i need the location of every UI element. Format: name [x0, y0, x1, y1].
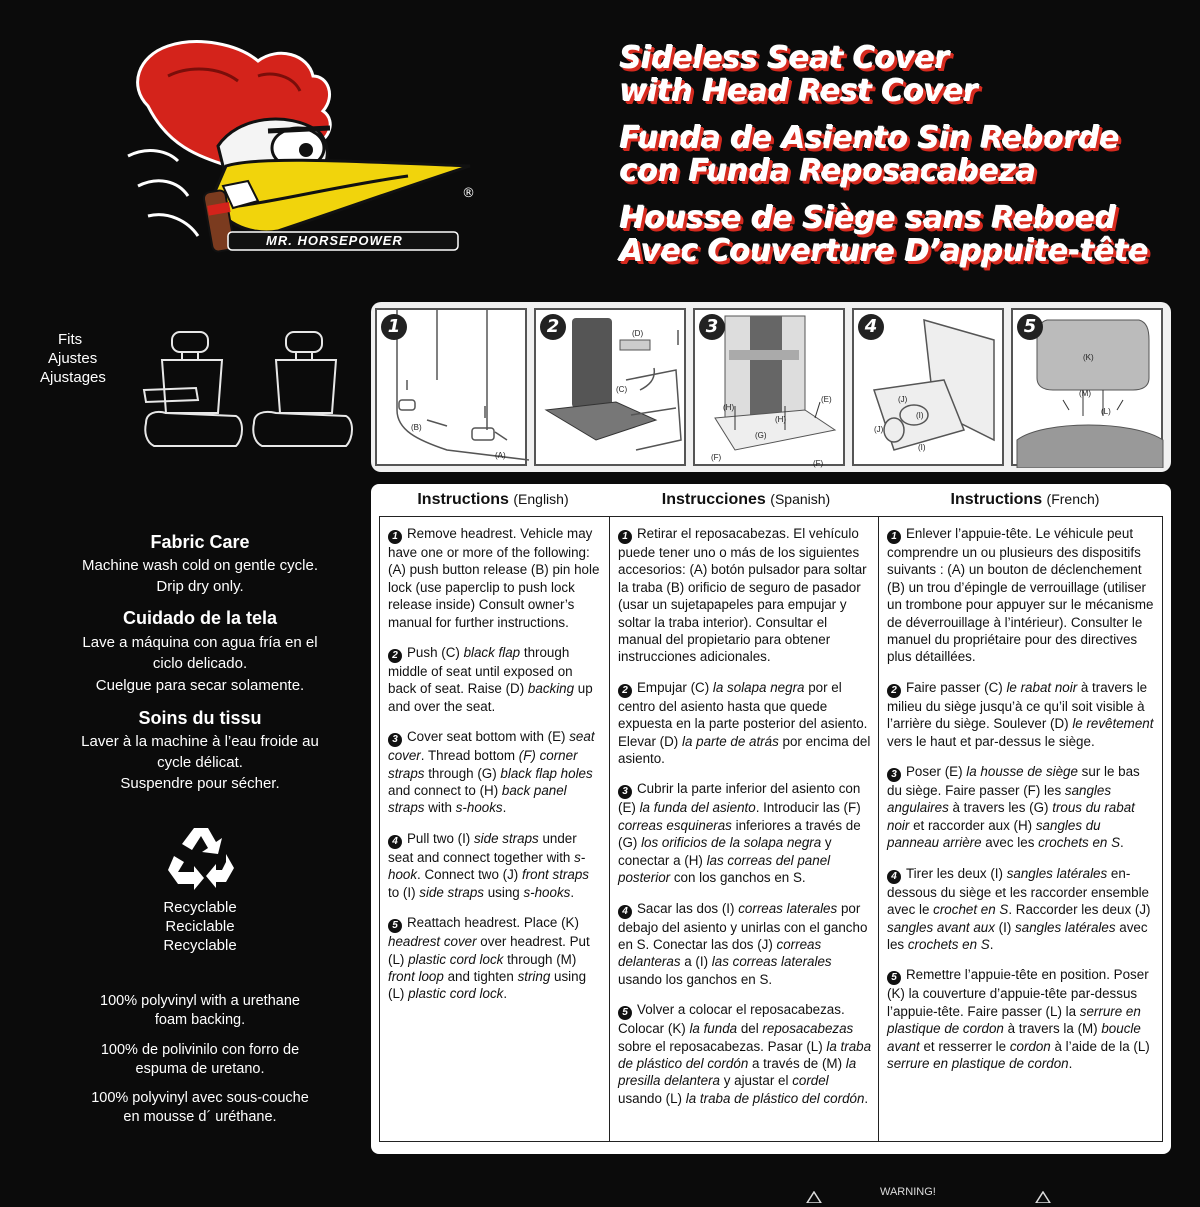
step-3-label-h1: (H) — [723, 403, 735, 412]
warning-icon — [806, 1188, 822, 1207]
care-text-es-3: Cuelgue para secar solamente. — [95, 677, 305, 694]
instruction-text: Remove headrest. Vehicle may have one or more of the following: (A) push button release (B) pin hole lock (use paperclip to push lock release inside) Consult owner’s manual for further instructions. — [388, 526, 600, 630]
instructions-heading-es — [611, 484, 881, 514]
step-2-illustration — [534, 308, 686, 466]
title-en-2: with Head Rest Cover — [620, 74, 978, 109]
fits-label-fr: Ajustages — [40, 369, 106, 386]
title-fr-1: Housse de Siège sans Reboed — [620, 201, 1116, 236]
step-1-illustration — [375, 308, 527, 466]
fits-label-es: Ajustes — [48, 350, 98, 367]
heading-en-lang: (English) — [513, 491, 569, 507]
instruction-step-5 — [618, 1001, 872, 1107]
material-fr-1: 100% polyvinyl avec sous-couche — [91, 1090, 309, 1106]
instruction-step-4 — [887, 865, 1156, 954]
step-4-label-j2: (J) — [874, 425, 884, 434]
instruction-step-3 — [618, 780, 872, 886]
instruction-step-4 — [388, 830, 603, 901]
warning-text: WARNING! — [880, 1186, 936, 1198]
step-5-label-l: (L) — [1101, 407, 1111, 416]
instruction-step-5 — [388, 914, 603, 1003]
title-fr-2: Avec Couverture D’appuite-tête — [620, 234, 1149, 269]
fits-label-en: Fits — [58, 331, 83, 348]
title-en-1: Sideless Seat Cover — [620, 41, 950, 76]
care-heading-en: Fabric Care — [150, 532, 250, 552]
step-4-label-i1: (I) — [916, 411, 924, 420]
instruction-step-1 — [887, 525, 1156, 666]
step-number-badge: 4 — [887, 870, 901, 884]
material-es-2: espuma de uretano. — [135, 1061, 265, 1077]
step-5-number: 5 — [1017, 314, 1043, 340]
recycle-label-fr: Recyclable — [163, 937, 237, 954]
step-2-label-c: (C) — [616, 385, 628, 394]
instruction-text: Cover seat bottom with (E) seat cover. Thread bottom (F) corner straps through (G) black flap holes and connect to (H) back panel straps with s-hooks. — [388, 729, 595, 816]
step-4-illustration — [852, 308, 1004, 466]
instruction-text: Enlever l’appuie-tête. Le véhicule peut comprendre un ou plusieurs des dispositifs suivants : (A) un bouton de déclenchement (B) un trou d’épingle de verrouillage (utiliser un trombone pour appuyer sur le mécanisme de déverrouillage à l’intérieur). Consulter le manuel du propriétaire pour des directives plus détaillées. — [887, 526, 1154, 665]
step-4-label-i2: (I) — [918, 443, 926, 452]
step-number-badge: 5 — [887, 971, 901, 985]
instruction-text: Sacar las dos (I) correas laterales por debajo del asiento y unirlas con el gancho en S. Conectar las dos (J) correas delanteras a (I) las correas laterales usando los ganchos en S. — [618, 900, 868, 987]
step-number-badge: 2 — [388, 649, 402, 663]
step-number-badge: 1 — [618, 530, 632, 544]
step-1-label-a: (A) — [495, 451, 506, 460]
instruction-text: Tirer les deux (I) sangles latérales en-dessous du siège et les raccorder ensemble avec le crochet en S. Raccorder les deux (J) sangles avant aux (I) sangles latérales avec les crochets en S. — [887, 865, 1151, 952]
step-4-number: 4 — [858, 314, 884, 340]
step-5-label-k: (K) — [1083, 353, 1094, 362]
instruction-step-2 — [887, 679, 1156, 750]
heading-fr-title: Instructions — [950, 491, 1043, 508]
instruction-text: Reattach headrest. Place (K) headrest cover over headrest. Put (L) plastic cord lock through (M) front loop and tighten string using (L) plastic cord lock. — [388, 915, 590, 1002]
warning-icon-right — [1035, 1188, 1051, 1207]
instructions-heading-fr — [879, 484, 1171, 514]
step-3-number: 3 — [699, 314, 725, 340]
instruction-text: Poser (E) la housse de siège sur le bas du siège. Faire passer (F) les sangles angulaires à travers les (G) trous du rabat noir et raccorder aux (H) sangles du panneau arrière avec les crochets en S. — [887, 764, 1140, 851]
care-text-fr-1: Laver à la machine à l’eau froide au — [81, 733, 319, 750]
step-number-badge: 2 — [887, 684, 901, 698]
instruction-step-3 — [388, 728, 603, 817]
step-3-label-e: (E) — [821, 395, 832, 404]
fits-labels — [40, 330, 106, 387]
recycle-icon — [164, 824, 238, 892]
instruction-text: Retirar el reposacabezas. El vehículo puede tener uno o más de los siguientes accesorios: (A) botón pulsador para soltar la traba (B) orificio de seguro de pasador (usar un sujetapapeles para empujar y soltar la traba interior). Consultar el manual del propietario para obtener instrucciones adicionales. — [618, 526, 867, 665]
instruction-step-3 — [887, 763, 1156, 852]
instruction-step-2 — [388, 644, 603, 715]
material-es-1: 100% de polivinilo con forro de — [100, 1042, 300, 1058]
instruction-text: Pull two (I) side straps under seat and connect together with s-hook. Connect two (J) front straps to (I) side straps using s-hooks. — [388, 830, 589, 900]
step-3-label-f2: (F) — [813, 459, 824, 468]
care-text-fr-3: Suspendre pour sécher. — [120, 775, 280, 792]
step-3-illustration — [693, 308, 845, 466]
care-text-fr-2: cycle délicat. — [157, 754, 243, 771]
instructions-heading-en — [371, 484, 615, 514]
seat-illustration — [136, 328, 366, 458]
step-number-badge: 1 — [887, 530, 901, 544]
instructions-column-fr — [878, 516, 1163, 1142]
material-fr-2: en mousse d´ uréthane. — [123, 1109, 277, 1125]
step-number-badge: 3 — [618, 785, 632, 799]
step-number-badge: 2 — [618, 684, 632, 698]
instruction-step-1 — [618, 525, 872, 666]
instructions-column-es — [609, 516, 879, 1142]
step-3-label-g: (G) — [755, 431, 767, 440]
instruction-step-2 — [618, 679, 872, 768]
instruction-step-5 — [887, 966, 1156, 1072]
title-es-1: Funda de Asiento Sin Reborde — [620, 121, 1120, 156]
care-heading-fr: Soins du tissu — [138, 708, 262, 728]
step-number-badge: 3 — [388, 733, 402, 747]
instruction-text: Volver a colocar el reposacabezas. Colocar (K) la funda del reposacabezas sobre el reposacabezas. Pasar (L) la traba de plástico del cordón a través de (M) la presilla delantera y ajustar el cordel usando (L) la traba de plástico del cordón. — [618, 1002, 872, 1106]
care-heading-es: Cuidado de la tela — [122, 608, 278, 628]
instructions-panel — [371, 484, 1171, 1154]
step-3-label-h2: (H) — [775, 415, 787, 424]
step-5-illustration — [1011, 308, 1163, 466]
care-text-es-1: Lave a máquina con agua fría en el — [82, 634, 318, 651]
step-number-badge: 4 — [618, 905, 632, 919]
heading-fr-lang: (French) — [1046, 491, 1100, 507]
material-en-1: 100% polyvinyl with a urethane — [100, 993, 300, 1009]
step-number-badge: 3 — [887, 768, 901, 782]
instruction-step-1 — [388, 525, 603, 631]
step-2-label-d: (D) — [632, 329, 644, 338]
step-2-number: 2 — [540, 314, 566, 340]
care-text-es-2: ciclo delicado. — [152, 655, 248, 672]
brand-name: MR. HORSEPOWER — [266, 233, 403, 248]
heading-es-title: Instrucciones — [661, 491, 766, 508]
instruction-text: Push (C) black flap through middle of seat until exposed on back of seat. Raise (D) backing up and over the seat. — [388, 645, 593, 714]
instructions-column-en — [379, 516, 610, 1142]
step-4-label-j1: (J) — [898, 395, 908, 404]
step-1-number: 1 — [381, 314, 407, 340]
steps-panel — [371, 302, 1171, 472]
care-text-en-2: Drip dry only. — [156, 578, 244, 595]
step-number-badge: 1 — [388, 530, 402, 544]
title-es-2: con Funda Reposacabeza — [620, 154, 1036, 189]
step-5-label-m: (M) — [1079, 389, 1091, 398]
registered-mark: ® — [462, 186, 475, 201]
step-number-badge: 4 — [388, 835, 402, 849]
step-1-label-b: (B) — [411, 423, 422, 432]
instruction-text: Remettre l’appuie-tête en position. Poser (K) la couverture d’appuie-tête par-dessus l’appuie-tête. Faire passer (L) la serrure en plastique de cordon à travers la (M) boucle avant et resserrer le cordon à l’aide de la (L) serrure en plastique de cordon. — [887, 967, 1150, 1071]
mr-horsepower-logo — [108, 36, 488, 276]
instruction-text: Empujar (C) la solapa negra por el centro del asiento hasta que quede expuesta en la parte posterior del asiento. Elevar (D) la parte de atrás por encima del asiento. — [618, 679, 871, 767]
instruction-step-4 — [618, 900, 872, 989]
instruction-text: Cubrir la parte inferior del asiento con (E) la funda del asiento. Introducir las (F) correas esquineras inferiores a través de (G) los orificios de la solapa negra y conectar a (H) las correas del panel posterior con los ganchos en S. — [618, 781, 861, 886]
step-3-label-f1: (F) — [711, 453, 722, 462]
step-number-badge: 5 — [388, 919, 402, 933]
heading-es-lang: (Spanish) — [770, 491, 831, 507]
recycle-label-en: Recyclable — [163, 899, 237, 916]
heading-en-title: Instructions — [417, 491, 509, 508]
step-number-badge: 5 — [618, 1006, 632, 1020]
material-en-2: foam backing. — [154, 1012, 246, 1028]
recycle-label-es: Reciclable — [165, 918, 235, 935]
instruction-text: Faire passer (C) le rabat noir à travers le milieu du siège jusqu’à ce qu’il soit visible à l’arrière du siège. Soulever (D) le revêtement vers le haut et par-dessus le siège. — [887, 679, 1154, 749]
care-text-en-1: Machine wash cold on gentle cycle. — [82, 557, 318, 574]
